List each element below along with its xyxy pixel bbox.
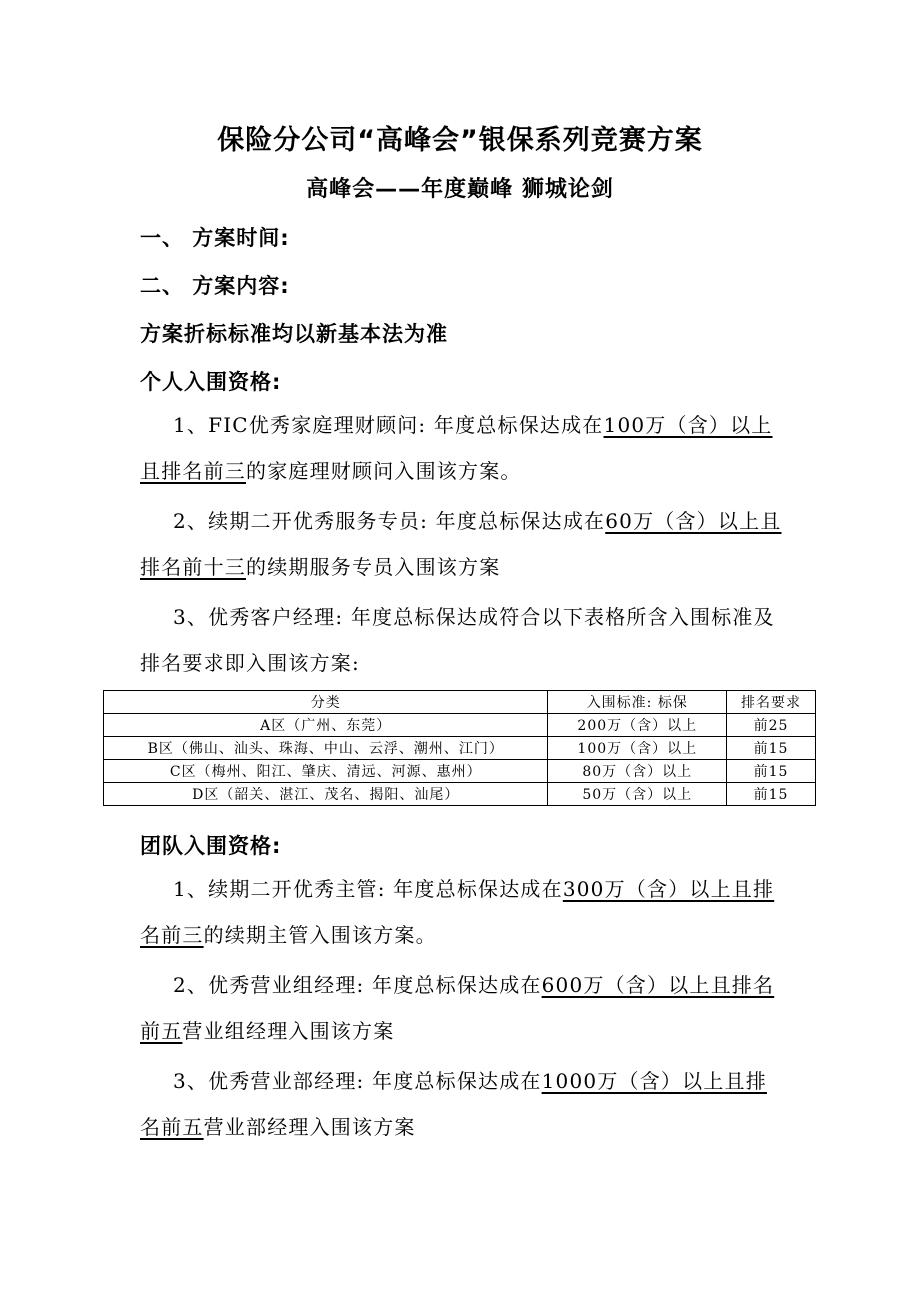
team-item-3 [140,1058,785,1150]
personal-item-1 [140,402,785,494]
table-row [104,760,816,783]
personal-item-1-criteria: 100万（含）以上且排名前三 [140,413,773,483]
team-item-1-criteria: 300万（含）以上且排名前三 [140,877,775,947]
standard-note: 方案折标标准均以新基本法为准 [140,322,448,346]
section-heading-content: 二、 方案内容: [140,274,290,298]
table-row [104,783,816,806]
personal-item-1-text: 1、FIC优秀家庭理财顾问: 年度总标保达成在 [173,413,604,437]
table-cell-ranking: 前25 [727,714,816,737]
team-item-2 [140,962,785,1054]
document-title: 保险分公司“高峰会”银保系列竞赛方案 [217,125,703,156]
table-cell-standard: 100万（含）以上 [548,737,727,760]
personal-item-2 [140,498,785,590]
table-cell-ranking: 前15 [727,760,816,783]
section-heading-time: 一、 方案时间: [140,226,290,250]
table-cell-category: D区（韶关、湛江、茂名、揭阳、汕尾） [104,783,548,806]
team-item-1-tail: 的续期主管入围该方案。 [203,923,437,947]
team-qualification-heading: 团队入围资格: [140,834,282,858]
team-item-2-criteria: 600万（含）以上且排名前五 [140,973,775,1043]
document-subtitle: 高峰会——年度巅峰 狮城论剑 [306,177,614,202]
personal-item-2-criteria: 60万（含）以上且排名前十三 [140,509,782,579]
table-cell-standard: 80万（含）以上 [548,760,727,783]
personal-item-1-tail: 的家庭理财顾问入围该方案。 [246,459,522,483]
table-cell-ranking: 前15 [727,737,816,760]
table-cell-category: B区（佛山、汕头、珠海、中山、云浮、潮州、江门） [104,737,548,760]
table-cell-category: C区（梅州、阳江、肇庆、清远、河源、惠州） [104,760,548,783]
table-header-ranking: 排名要求 [727,691,816,714]
table-header-row [104,691,816,714]
table-cell-standard: 50万（含）以上 [548,783,727,806]
qualification-table [103,690,816,806]
team-item-3-criteria: 1000万（含）以上且排名前五 [140,1069,767,1139]
personal-item-3 [140,594,785,686]
personal-item-2-text: 2、续期二开优秀服务专员: 年度总标保达成在 [173,509,606,533]
personal-qualification-heading: 个人入围资格: [140,370,282,394]
team-item-2-tail: 营业组经理入围该方案 [182,1019,395,1043]
team-item-3-text: 3、优秀营业部经理: 年度总标保达成在 [173,1069,542,1093]
table-cell-standard: 200万（含）以上 [548,714,727,737]
personal-item-2-tail: 的续期服务专员入围该方案 [246,555,501,579]
table-row [104,714,816,737]
team-item-2-text: 2、优秀营业组经理: 年度总标保达成在 [173,973,542,997]
team-item-1 [140,866,785,958]
team-item-3-tail: 营业部经理入围该方案 [203,1115,416,1139]
personal-item-3-text: 3、优秀客户经理: 年度总标保达成符合以下表格所含入围标准及排名要求即入围该方案: [140,605,775,675]
table-header-category: 分类 [104,691,548,714]
team-item-1-text: 1、续期二开优秀主管: 年度总标保达成在 [173,877,563,901]
table-header-standard: 入围标准: 标保 [548,691,727,714]
table-row [104,737,816,760]
table-cell-ranking: 前15 [727,783,816,806]
table-cell-category: A区（广州、东莞） [104,714,548,737]
